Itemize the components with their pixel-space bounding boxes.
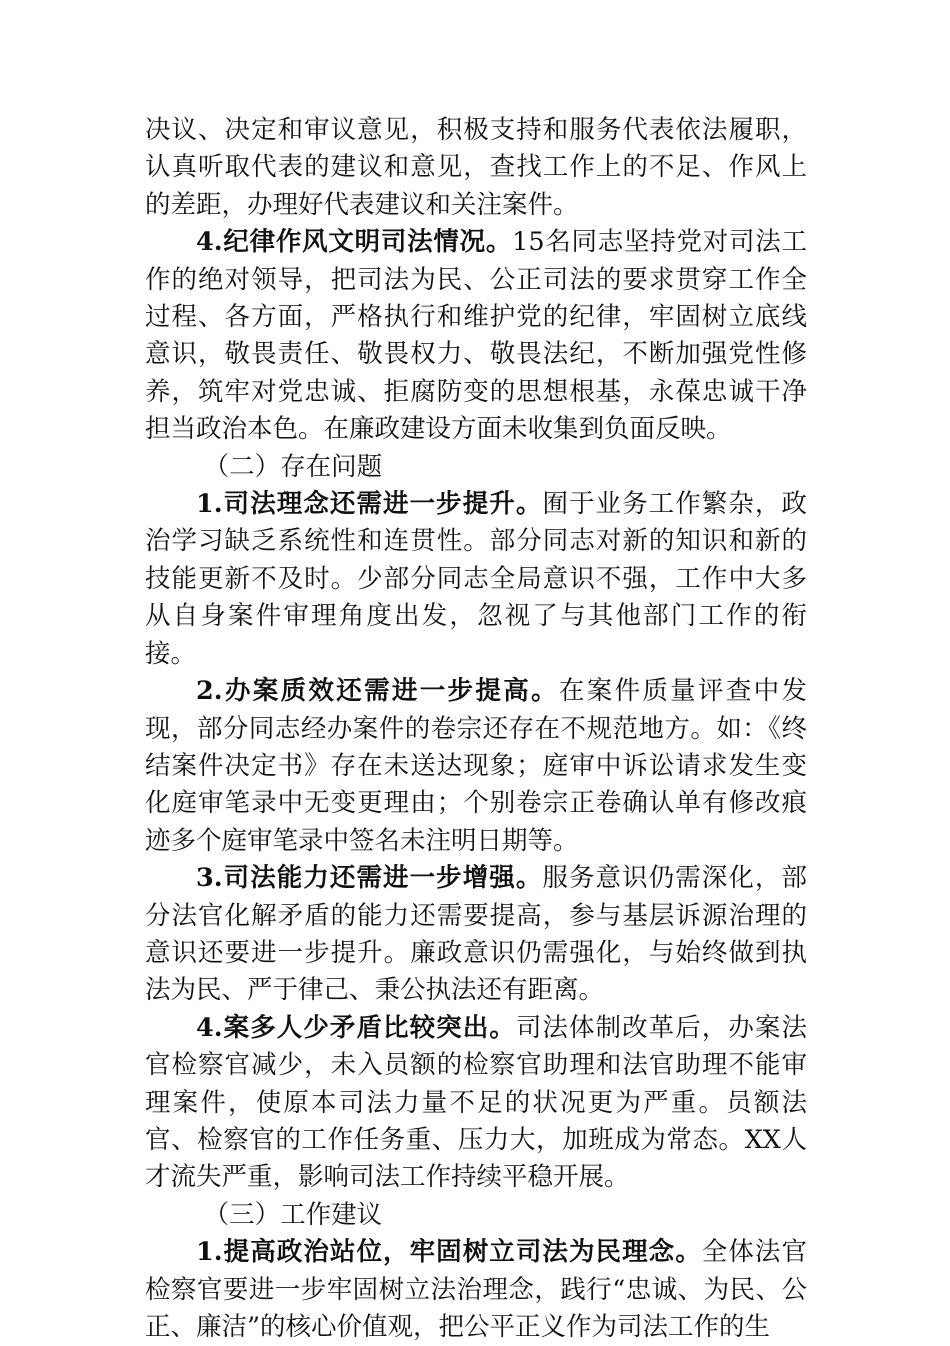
section-heading-problems: （二）存在问题 [203,451,383,482]
paragraph-problem-1 [145,486,807,673]
paragraph-lead: 1.司法理念还需进一步提升。 [196,489,543,520]
paragraph-problem-4 [145,1010,807,1197]
document-body [145,112,807,1346]
section-heading-suggestions: （三）工作建议 [203,1199,383,1230]
paragraph-problem-2 [145,673,807,860]
paragraph-text: 在案件质量评查中发现，部分同志经办案件的卷宗还存在不规范地方。如：《终结案件决定书》存在未送达现象；庭审中诉讼请求发生变化庭审笔录中无变更理由；个别卷宗正卷确认单有修改痕迹多个庭审笔录中签名未注明日期等。 [145,676,807,856]
paragraph-lead: 1.提高政治站位，牢固树立司法为民理念。 [196,1237,702,1268]
paragraph-lead: 2.办案质效还需进一步提高。 [196,676,559,707]
paragraph-lead: 4.纪律作风文明司法情况。 [196,227,513,258]
paragraph-text: 决议、决定和审议意见，积极支持和服务代表依法履职，认真听取代表的建议和意见，查找工作上的不足、作风上的差距，办理好代表建议和关注案件。 [145,115,807,220]
paragraph-lead: 3.司法能力还需进一步增强。 [196,863,543,894]
paragraph-text: 服务意识仍需深化，部分法官化解矛盾的能力还需要提高，参与基层诉源治理的意识还要进一步提升。廉政意识仍需强化，与始终做到执法为民、严于律己、秉公执法还有距离。 [145,863,807,1006]
paragraph-text: 15名同志坚持党对司法工作的绝对领导，把司法为民、公正司法的要求贯穿工作全过程、各方面，严格执行和维护党的纪律，牢固树立底线意识，敬畏责任、敬畏权力、敬畏法纪，不断加强党性修养，筑牢对党忠诚、拒腐防变的思想根基，永葆忠诚干净担当政治本色。在廉政建设方面未收集到负面反映。 [145,227,808,445]
paragraph-continuation [145,112,807,224]
paragraph-lead: 4.案多人少矛盾比较突出。 [196,1012,516,1043]
paragraph-problem-3 [145,860,807,1010]
paragraph-suggestion-1 [145,1234,807,1346]
paragraph-discipline [145,224,807,448]
paragraph-text: 司法体制改革后，办案法官检察官减少，未入员额的检察官助理和法官助理不能审理案件，使原本司法力量不足的状况更为严重。员额法官、检察官的工作任务重、压力大，加班成为常态。XX人才流失严重，影响司法工作持续平稳开展。 [145,1012,807,1193]
paragraph-text: 囿于业务工作繁杂，政治学习缺乏系统性和连贯性。部分同志对新的知识和新的技能更新不及时。少部分同志全局意识不强，工作中大多从自身案件审理角度出发，忽视了与其他部门工作的衔接。 [145,489,807,669]
paragraph-text: 全体法官检察官要进一步牢固树立法治理念，践行“忠诚、为民、公正、廉洁”的核心价值观，把公平正义作为司法工作的生 [145,1237,807,1342]
